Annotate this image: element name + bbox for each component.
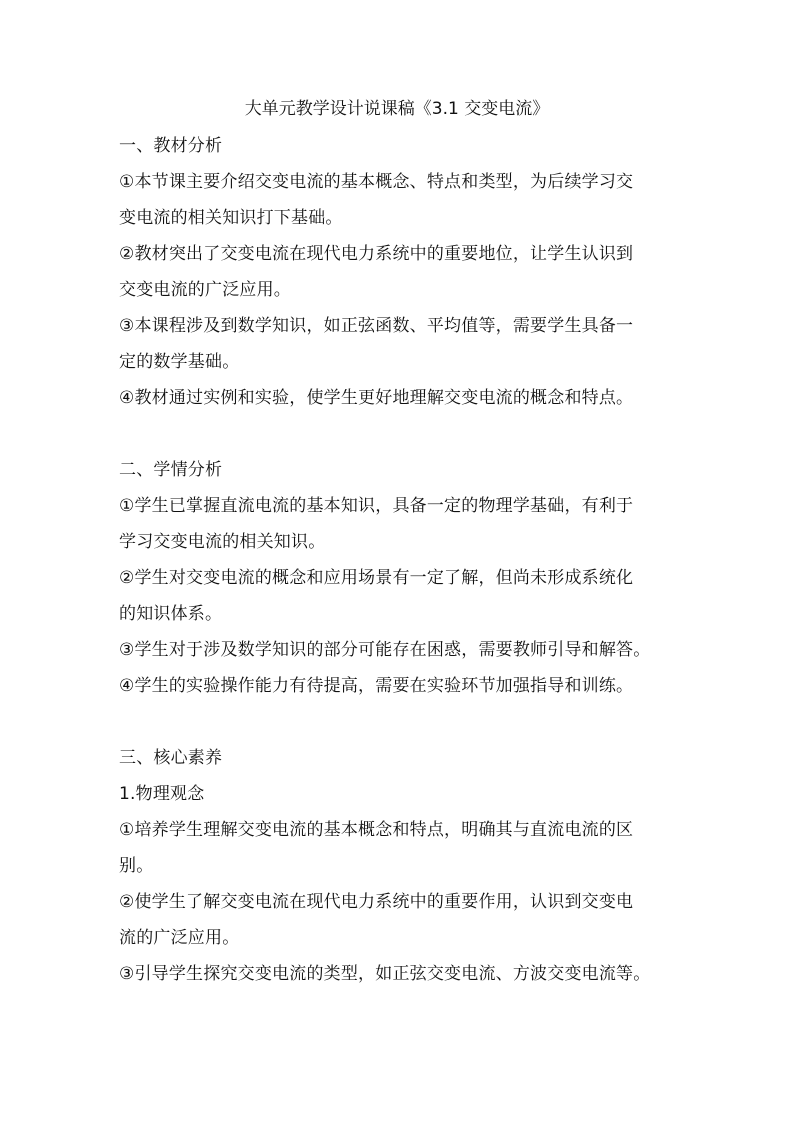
paragraph-line: 的知识体系。	[119, 604, 223, 624]
paragraph-line: ①本节课主要介绍交变电流的基本概念、特点和类型，为后续学习交	[119, 172, 634, 192]
section-heading-textbook-analysis: 一、教材分析	[119, 136, 223, 156]
paragraph-line: ①学生已掌握直流电流的基本知识，具备一定的物理学基础，有利于	[119, 496, 634, 516]
paragraph-line: ①培养学生理解交变电流的基本概念和特点，明确其与直流电流的区	[119, 820, 634, 840]
section-heading-core-literacy: 三、核心素养	[119, 748, 223, 768]
paragraph-line: ③学生对于涉及数学知识的部分可能存在困惑，需要教师引导和解答。	[119, 640, 651, 660]
paragraph-line: ③本课程涉及到数学知识，如正弦函数、平均值等，需要学生具备一	[119, 316, 634, 336]
paragraph-line: 学习交变电流的相关知识。	[119, 532, 326, 552]
paragraph-line: ③引导学生探究交变电流的类型，如正弦交变电流、方波交变电流等。	[119, 964, 651, 984]
paragraph-line: 别。	[119, 856, 154, 876]
paragraph-line: ②学生对交变电流的概念和应用场景有一定了解，但尚未形成系统化	[119, 568, 634, 588]
section-heading-student-analysis: 二、学情分析	[119, 460, 223, 480]
paragraph-line: ②教材突出了交变电流在现代电力系统中的重要地位，让学生认识到	[119, 244, 634, 264]
paragraph-line: ④学生的实验操作能力有待提高，需要在实验环节加强指导和训练。	[119, 676, 634, 696]
paragraph-line: ②使学生了解交变电流在现代电力系统中的重要作用，认识到交变电	[119, 892, 634, 912]
paragraph-line: 变电流的相关知识打下基础。	[119, 208, 343, 228]
paragraph-line: 交变电流的广泛应用。	[119, 280, 291, 300]
paragraph-line: 定的数学基础。	[119, 352, 240, 372]
subsection-heading-physics-concept: 1.物理观念	[119, 784, 205, 804]
paragraph-line: 流的广泛应用。	[119, 928, 240, 948]
document-title: 大单元教学设计说课稿《3.1 交变电流》	[244, 99, 550, 119]
paragraph-line: ④教材通过实例和实验，使学生更好地理解交变电流的概念和特点。	[119, 388, 634, 408]
